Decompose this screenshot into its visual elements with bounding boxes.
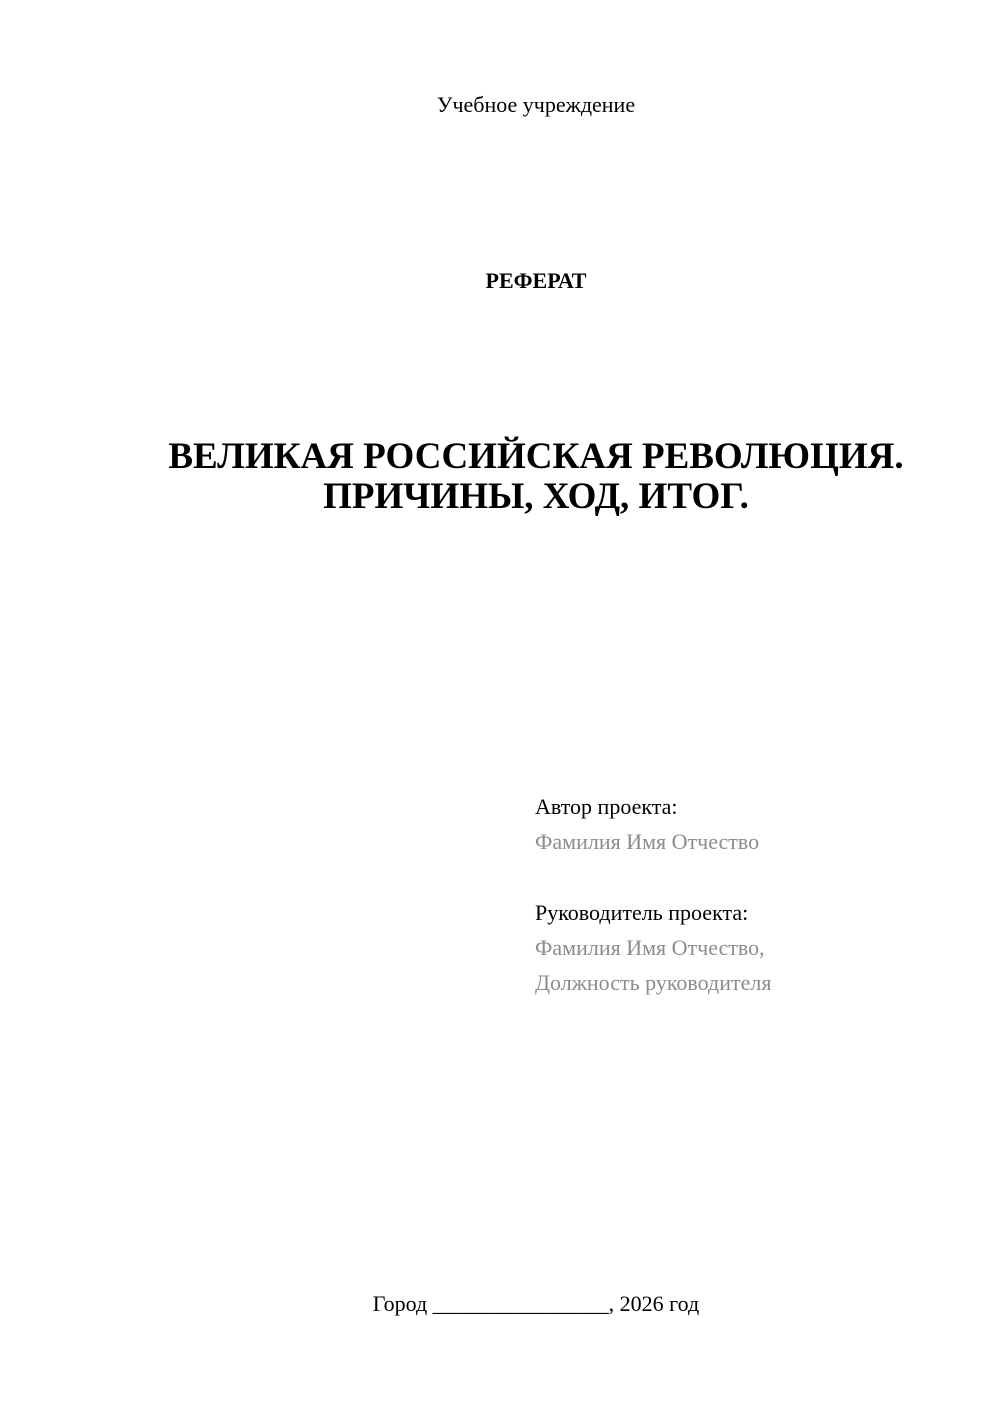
supervisor-name: Фамилия Имя Отчество, (535, 935, 765, 960)
supervisor-position: Должность руководителя (535, 970, 772, 995)
institution-name: Учебное учреждение (436, 92, 636, 117)
info-spacer (535, 859, 955, 895)
project-info (535, 789, 955, 1000)
author-name: Фамилия Имя Отчество (535, 829, 760, 854)
document-title-line-2: ПРИЧИНЫ, ХОД, ИТОГ. (323, 476, 749, 517)
document-title-line-1: ВЕЛИКАЯ РОССИЙСКАЯ РЕВОЛЮЦИЯ. (168, 436, 904, 477)
document-type: РЕФЕРАТ (485, 268, 587, 293)
document-title (0, 437, 1000, 517)
supervisor-label: Руководитель проекта: (535, 900, 749, 925)
author-label: Автор проекта: (535, 794, 678, 819)
city-year-line: Город ________________, 2026 год (372, 1291, 700, 1316)
